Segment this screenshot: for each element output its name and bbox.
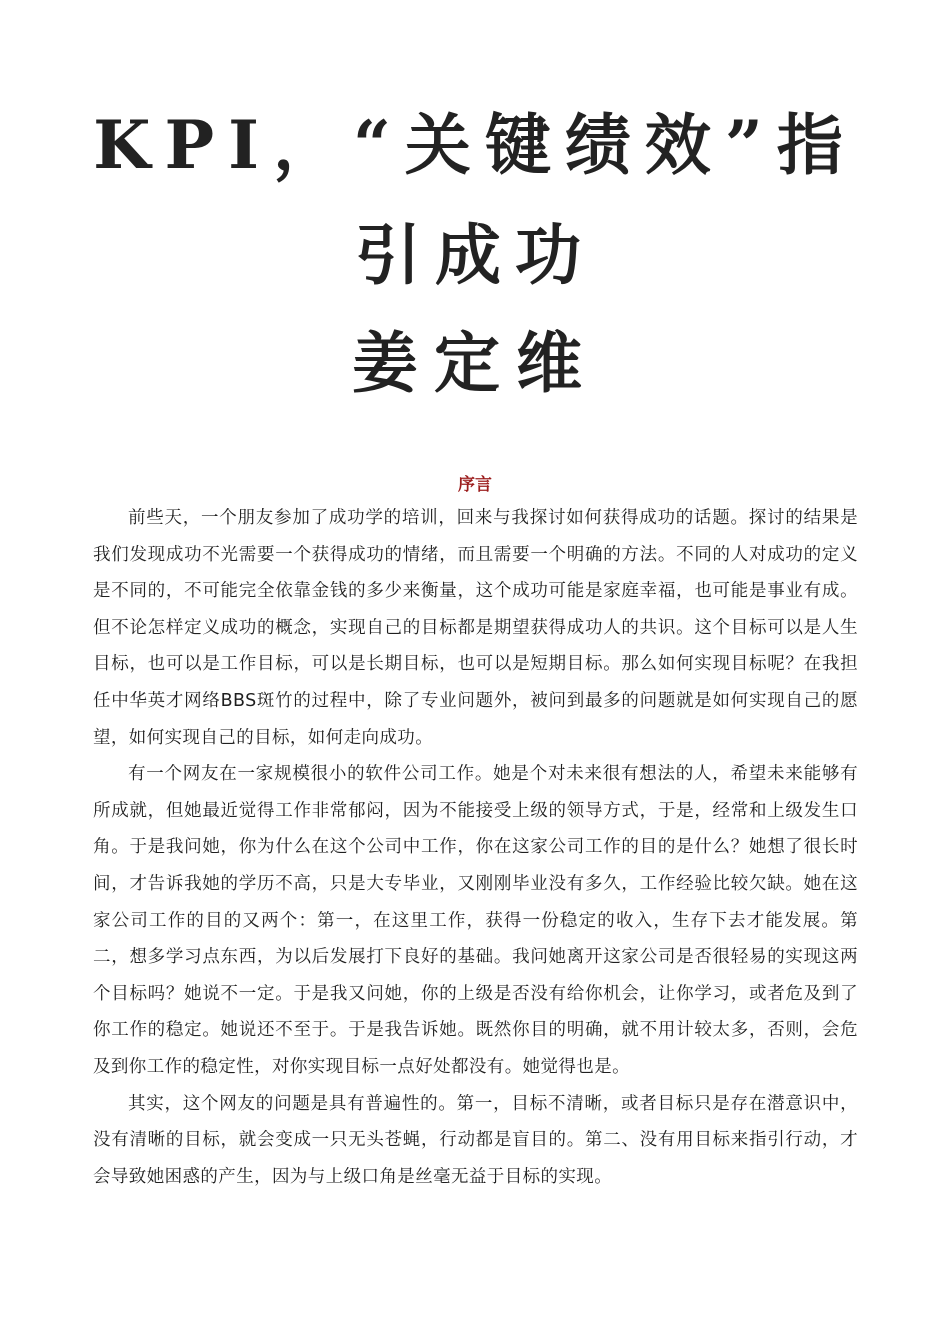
paragraph: 其实，这个网友的问题是具有普遍性的。第一，目标不清晰，或者目标只是存在潜意识中，没有清晰的目标，就会变成一只无头苍蝇，行动都是盲目的。第二、没有用目标来指引行动，才会导致她困惑的产生，因为与上级口角是丝毫无益于目标的实现。 [93,1093,858,1187]
document-title: KPI，“关键绩效”指引成功 [93,106,857,294]
paragraph: 前些天，一个朋友参加了成功学的培训，回来与我探讨如何获得成功的话题。探讨的结果是我们发现成功不光需要一个获得成功的情绪，而且需要一个明确的方法。不同的人对成功的定义是不同的，不可能完全依靠金钱的多少来衡量，这个成功可能是家庭幸福，也可能是事业有成。但不论怎样定义成功的概念，实现自己的目标都是期望获得成功人的共识。这个目标可以是人生目标，也可以是工作目标，可以是长期目标，也可以是短期目标。那么如何实现目标呢？在我担任中华英才网络BBS斑竹的过程中，除了专业问题外，被问到最多的问题就是如何实现自己的愿望，如何实现自己的目标，如何走向成功。 [93,508,858,748]
preface-body [93,500,858,1195]
paragraph: 有一个网友在一家规模很小的软件公司工作。她是个对未来很有想法的人，希望未来能够有所成就，但她最近觉得工作非常郁闷，因为不能接受上级的领导方式，于是，经常和上级发生口角。于是我问她，你为什么在这个公司中工作，你在这家公司工作的目的是什么？她想了很长时间，才告诉我她的学历不高，只是大专毕业，又刚刚毕业没有多久，工作经验比较欠缺。她在这家公司工作的目的又两个：第一，在这里工作，获得一份稳定的收入，生存下去才能发展。第二，想多学习点东西，为以后发展打下良好的基础。我问她离开这家公司是否很轻易的实现这两个目标吗？她说不一定。于是我又问她，你的上级是否没有给你机会，让你学习，或者危及到了你工作的稳定。她说还不至于。于是我告诉她。既然你目的明确，就不用计较太多，否则，会危及到你工作的稳定性，对你实现目标一点好处都没有。她觉得也是。 [93,764,858,1077]
preface-heading: 序言 [458,475,492,495]
author-name: 姜定维 [352,324,598,402]
